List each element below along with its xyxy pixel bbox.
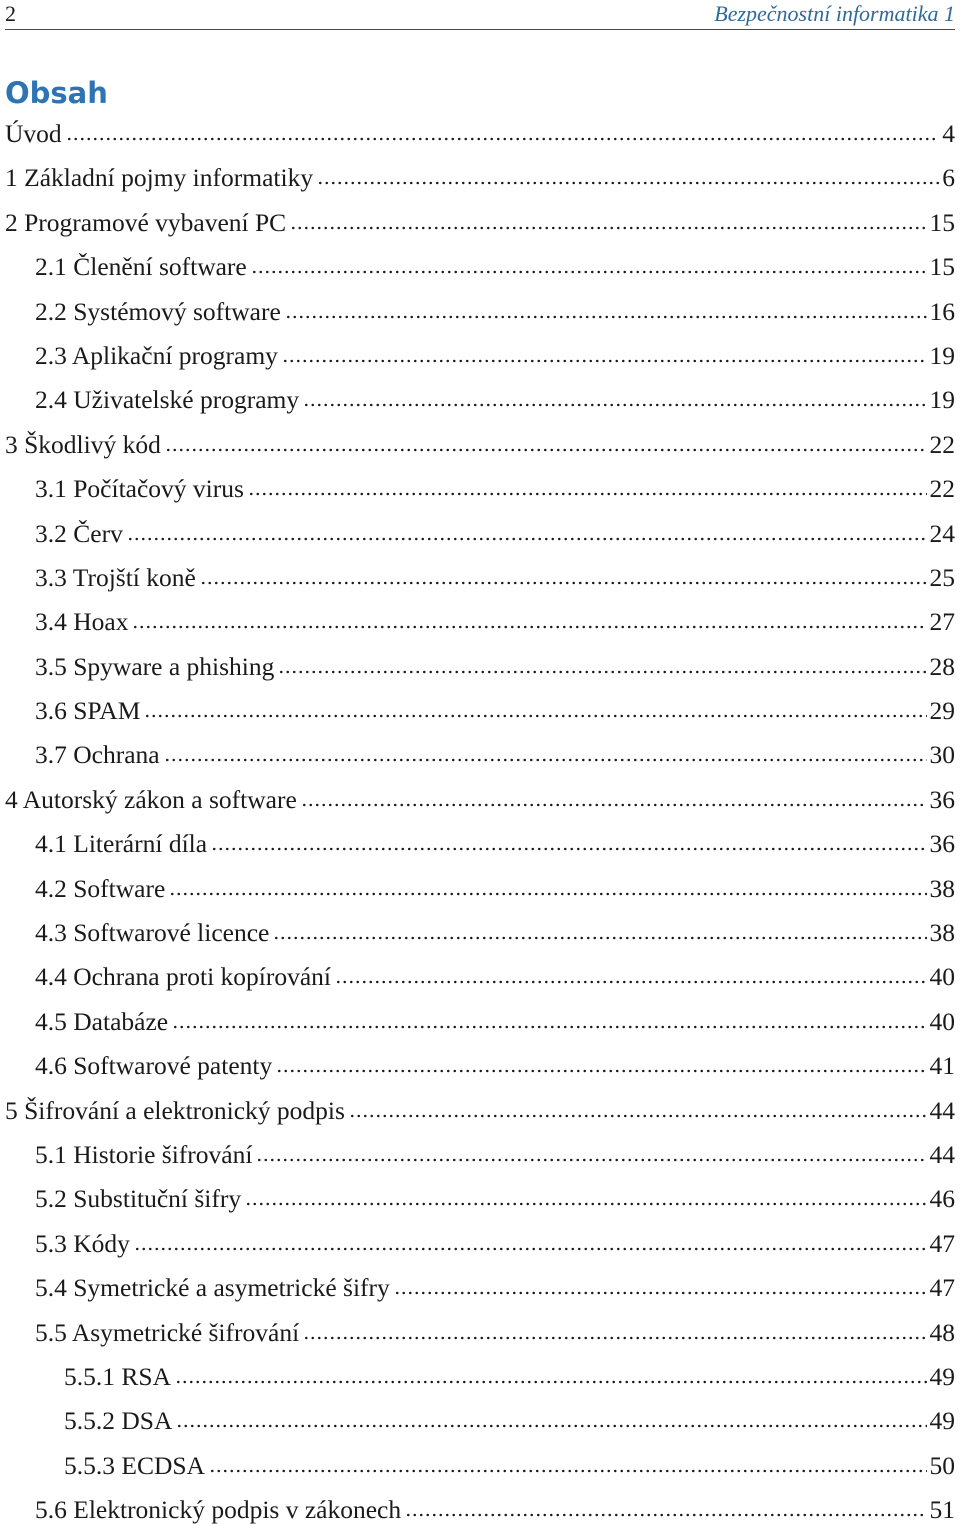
toc-dot-leader: [273, 935, 926, 941]
toc-entry-title: 2.3 Aplikační programy: [35, 340, 278, 370]
running-title: Bezpečnostní informatika 1: [714, 1, 955, 26]
toc-entry[interactable]: [5, 512, 955, 556]
toc-entry-title: 4.1 Literární díla: [35, 829, 208, 859]
toc-entry-title: 4.4 Ochrana proti kopírování: [35, 962, 332, 992]
toc-entry[interactable]: [5, 1177, 955, 1221]
toc-dot-leader: [349, 1113, 927, 1119]
toc-entry-title: 5.5.1 RSA: [64, 1361, 171, 1391]
toc-entry-page: 19: [929, 340, 955, 370]
toc-dot-leader: [144, 713, 926, 719]
toc-entry[interactable]: [5, 778, 955, 822]
toc-dot-leader: [211, 846, 926, 852]
toc-entry-title: 5.5 Asymetrické šifrování: [35, 1317, 300, 1347]
toc-entry[interactable]: [5, 1444, 955, 1488]
toc-dot-leader: [165, 447, 927, 453]
toc-dot-leader: [301, 802, 927, 808]
toc-dot-leader: [169, 891, 926, 897]
toc-entry-page: 38: [929, 873, 955, 903]
toc-dot-leader: [251, 269, 927, 275]
toc-dot-leader: [256, 1157, 926, 1163]
toc-entry[interactable]: [5, 467, 955, 511]
toc-entry[interactable]: [5, 156, 955, 200]
toc-entry-page: 19: [929, 385, 955, 415]
toc-entry-title: 3.3 Trojští koně: [35, 562, 196, 592]
toc-entry[interactable]: [5, 911, 955, 955]
toc-entry-title: 3.5 Spyware a phishing: [35, 651, 275, 681]
toc-dot-leader: [245, 1201, 926, 1207]
toc-dot-leader: [282, 358, 927, 364]
toc-entry-title: 5.3 Kódy: [35, 1228, 130, 1258]
toc-entry-title: 3.6 SPAM: [35, 696, 141, 726]
toc-entry[interactable]: [5, 245, 955, 289]
toc-entry[interactable]: [5, 112, 955, 156]
toc-entry-title: Úvod: [5, 119, 62, 148]
toc-entry-page: 30: [929, 740, 955, 770]
toc-dot-leader: [290, 225, 926, 231]
toc-entry-page: 47: [929, 1273, 955, 1303]
toc-entry[interactable]: [5, 645, 955, 689]
table-of-contents: [5, 112, 955, 1524]
toc-dot-leader: [200, 580, 927, 586]
toc-entry-page: 27: [929, 607, 955, 637]
toc-entry[interactable]: [5, 1355, 955, 1399]
toc-dot-leader: [175, 1379, 927, 1385]
toc-dot-leader: [66, 136, 940, 142]
toc-entry-page: 16: [929, 296, 955, 326]
toc-entry-title: 2.4 Uživatelské programy: [35, 385, 300, 415]
toc-entry-title: 5.5.3 ECDSA: [64, 1450, 205, 1480]
toc-entry-page: 4: [942, 119, 955, 148]
toc-entry-page: 36: [929, 784, 955, 814]
toc-entry[interactable]: [5, 378, 955, 422]
toc-entry[interactable]: [5, 867, 955, 911]
toc-dot-leader: [127, 536, 927, 542]
toc-entry-page: 49: [929, 1361, 955, 1391]
toc-entry-page: 25: [929, 562, 955, 592]
toc-dot-leader: [303, 1335, 926, 1341]
toc-dot-leader: [248, 491, 927, 497]
toc-entry-title: 5 Šifrování a elektronický podpis: [5, 1095, 345, 1125]
toc-dot-leader: [285, 314, 927, 320]
toc-entry-title: 2.2 Systémový software: [35, 296, 281, 326]
toc-entry-title: 5.2 Substituční šifry: [35, 1184, 242, 1214]
toc-entry[interactable]: [5, 1488, 955, 1524]
page-number: 2: [5, 1, 16, 26]
toc-entry[interactable]: [5, 290, 955, 334]
toc-entry[interactable]: [5, 556, 955, 600]
toc-dot-leader: [278, 669, 926, 675]
toc-entry[interactable]: [5, 1399, 955, 1443]
toc-entry-page: 44: [929, 1139, 955, 1169]
toc-dot-leader: [134, 1246, 927, 1252]
toc-entry-page: 38: [929, 918, 955, 948]
toc-entry-page: 29: [929, 696, 955, 726]
toc-entry[interactable]: [5, 955, 955, 999]
toc-entry-page: 46: [929, 1184, 955, 1214]
toc-entry-title: 3.2 Červ: [35, 518, 123, 548]
toc-entry-title: 5.1 Historie šifrování: [35, 1139, 253, 1169]
toc-entry[interactable]: [5, 600, 955, 644]
toc-entry-page: 15: [929, 252, 955, 282]
toc-entry[interactable]: [5, 334, 955, 378]
toc-entry[interactable]: [5, 1311, 955, 1355]
toc-entry[interactable]: [5, 733, 955, 777]
toc-entry-page: 40: [929, 1006, 955, 1036]
toc-heading: Obsah: [5, 76, 108, 110]
toc-entry-page: 48: [929, 1317, 955, 1347]
toc-entry-title: 2 Programové vybavení PC: [5, 207, 287, 237]
toc-entry[interactable]: [5, 1000, 955, 1044]
toc-entry-page: 22: [929, 429, 955, 459]
toc-entry-page: 44: [929, 1095, 955, 1125]
toc-entry-title: 3.1 Počítačový virus: [35, 474, 244, 504]
toc-dot-leader: [394, 1290, 927, 1296]
toc-entry-page: 50: [929, 1450, 955, 1480]
toc-entry-page: 41: [929, 1051, 955, 1081]
toc-dot-leader: [303, 402, 926, 408]
toc-entry[interactable]: [5, 201, 955, 245]
toc-dot-leader: [164, 757, 927, 763]
toc-entry-title: 3.4 Hoax: [35, 607, 129, 637]
toc-entry-title: 5.4 Symetrické a asymetrické šifry: [35, 1273, 390, 1303]
toc-entry-page: 15: [929, 207, 955, 237]
toc-entry-title: 4.2 Software: [35, 873, 166, 903]
toc-entry-title: 4.5 Databáze: [35, 1006, 169, 1036]
toc-entry-title: 4 Autorský zákon a software: [5, 784, 297, 814]
toc-entry-page: 40: [929, 962, 955, 992]
toc-entry-page: 49: [929, 1406, 955, 1436]
toc-entry[interactable]: [5, 1133, 955, 1177]
toc-entry-page: 24: [929, 518, 955, 548]
toc-entry-page: 22: [929, 474, 955, 504]
toc-entry-title: 5.6 Elektronický podpis v zákonech: [35, 1495, 402, 1524]
toc-dot-leader: [317, 180, 939, 186]
toc-entry-title: 2.1 Členění software: [35, 252, 247, 282]
toc-entry-title: 1 Základní pojmy informatiky: [5, 163, 314, 193]
toc-entry-page: 28: [929, 651, 955, 681]
toc-entry-title: 3 Škodlivý kód: [5, 429, 161, 459]
toc-entry-title: 4.3 Softwarové licence: [35, 918, 270, 948]
toc-dot-leader: [405, 1512, 926, 1518]
toc-entry-title: 5.5.2 DSA: [64, 1406, 173, 1436]
toc-dot-leader: [276, 1068, 926, 1074]
toc-entry-page: 6: [942, 163, 955, 193]
toc-dot-leader: [176, 1423, 926, 1429]
toc-entry-page: 51: [929, 1495, 955, 1524]
page-header: [5, 0, 955, 30]
toc-entry[interactable]: [5, 822, 955, 866]
toc-entry-page: 47: [929, 1228, 955, 1258]
toc-dot-leader: [335, 979, 926, 985]
toc-entry[interactable]: [5, 1044, 955, 1088]
toc-dot-leader: [132, 624, 926, 630]
toc-dot-leader: [172, 1024, 926, 1030]
toc-dot-leader: [209, 1468, 927, 1474]
toc-entry-title: 3.7 Ochrana: [35, 740, 160, 770]
toc-entry[interactable]: [5, 423, 955, 467]
toc-entry[interactable]: [5, 689, 955, 733]
toc-entry[interactable]: [5, 1222, 955, 1266]
toc-entry-page: 36: [929, 829, 955, 859]
toc-entry[interactable]: [5, 1089, 955, 1133]
toc-entry-title: 4.6 Softwarové patenty: [35, 1051, 273, 1081]
toc-entry[interactable]: [5, 1266, 955, 1310]
